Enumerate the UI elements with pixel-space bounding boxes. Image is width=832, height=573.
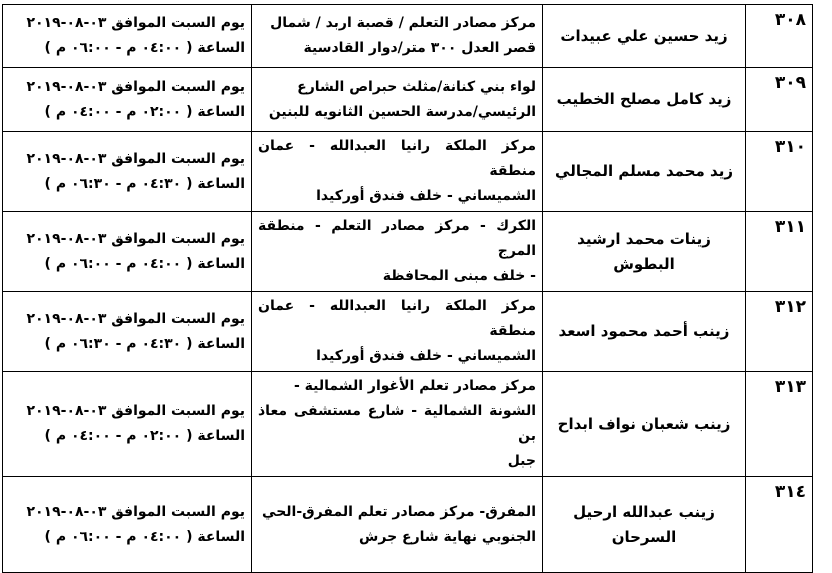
table-row bbox=[3, 132, 813, 212]
location-line: جبل bbox=[507, 453, 536, 469]
location-line: الشونة الشمالية - شارع مستشفى معاذ بن bbox=[258, 403, 536, 444]
location-line: قصر العدل ٣٠٠ متر/دوار القادسية bbox=[303, 40, 536, 56]
location-line: مركز مصادر تعلم الأغوار الشمالية - bbox=[293, 378, 536, 394]
table-row bbox=[3, 212, 813, 292]
table-row bbox=[3, 292, 813, 372]
location-line: الجنوبي نهاية شارع جرش bbox=[359, 528, 536, 545]
person-name: زينب شعبان نواف ابداح bbox=[543, 372, 746, 477]
table-row bbox=[3, 68, 813, 132]
time-cell bbox=[3, 132, 252, 212]
time-cell bbox=[3, 212, 252, 292]
date-line: يوم السبت الموافق ٠٣-٠٨-٢٠١٩ bbox=[26, 15, 245, 31]
time-cell bbox=[3, 5, 252, 68]
time-cell bbox=[3, 477, 252, 573]
hour-line: الساعة ( ٠٢:٠٠ م - ٠٤:٠٠ م ) bbox=[44, 428, 245, 444]
date-line: يوم السبت الموافق ٠٣-٠٨-٢٠١٩ bbox=[26, 403, 245, 419]
person-name: زيد كامل مصلح الخطيب bbox=[543, 68, 746, 132]
time-cell bbox=[3, 372, 252, 477]
location-cell bbox=[252, 477, 543, 573]
person-name: زيد محمد مسلم المجالي bbox=[543, 132, 746, 212]
location-line: الرئيسي/مدرسة الحسين الثانويه للبنين bbox=[268, 103, 536, 120]
location-line: المفرق- مركز مصادر تعلم المفرق-الحي bbox=[262, 503, 536, 520]
person-name: زينب عبدالله ارحيل السرحان bbox=[543, 477, 746, 573]
location-line: الكرك - مركز مصادر التعلم - منطقة المرج bbox=[258, 218, 536, 259]
row-number: ٣١٣ bbox=[746, 372, 813, 477]
table-row bbox=[3, 477, 813, 573]
location-cell bbox=[252, 5, 543, 68]
date-line: يوم السبت الموافق ٠٣-٠٨-٢٠١٩ bbox=[26, 310, 245, 327]
hour-line: الساعة ( ٠٤:٠٠ م - ٠٦:٠٠ م ) bbox=[44, 40, 245, 56]
hour-line: الساعة ( ٠٤:٠٠ م - ٠٦:٠٠ م ) bbox=[44, 528, 245, 545]
date-line: يوم السبت الموافق ٠٣-٠٨-٢٠١٩ bbox=[26, 150, 245, 167]
location-cell bbox=[252, 212, 543, 292]
location-cell bbox=[252, 372, 543, 477]
hour-line: الساعة ( ٠٤:٣٠ م - ٠٦:٣٠ م ) bbox=[44, 175, 245, 192]
person-name: زينات محمد ارشيد البطوش bbox=[543, 212, 746, 292]
location-cell bbox=[252, 292, 543, 372]
person-name: زينب أحمد محمود اسعد bbox=[543, 292, 746, 372]
row-number: ٣٠٨ bbox=[746, 5, 813, 68]
person-name: زيد حسين علي عبيدات bbox=[543, 5, 746, 68]
location-cell bbox=[252, 68, 543, 132]
date-line: يوم السبت الموافق ٠٣-٠٨-٢٠١٩ bbox=[26, 230, 245, 247]
location-line: الشميساني - خلف فندق أوركيدا bbox=[316, 188, 536, 204]
location-line: مركز مصادر التعلم / قصبة اربد / شمال bbox=[270, 15, 536, 31]
table-row bbox=[3, 5, 813, 68]
row-number: ٣١٤ bbox=[746, 477, 813, 573]
hour-line: الساعة ( ٠٢:٠٠ م - ٠٤:٠٠ م ) bbox=[44, 103, 245, 120]
date-line: يوم السبت الموافق ٠٣-٠٨-٢٠١٩ bbox=[26, 78, 245, 95]
location-cell bbox=[252, 132, 543, 212]
location-line: مركز الملكة رانيا العبدالله - عمان منطقة bbox=[258, 138, 536, 179]
schedule-table bbox=[2, 4, 813, 573]
hour-line: الساعة ( ٠٤:٣٠ م - ٠٦:٣٠ م ) bbox=[44, 335, 245, 352]
location-line: الشميساني - خلف فندق أوركيدا bbox=[316, 348, 536, 364]
table-row bbox=[3, 372, 813, 477]
location-line: - خلف مبنى المحافظة bbox=[382, 268, 536, 284]
location-line: لواء بني كنانة/مثلث حبراص الشارع bbox=[297, 78, 536, 95]
time-cell bbox=[3, 68, 252, 132]
date-line: يوم السبت الموافق ٠٣-٠٨-٢٠١٩ bbox=[26, 503, 245, 520]
row-number: ٣١٢ bbox=[746, 292, 813, 372]
row-number: ٣١٠ bbox=[746, 132, 813, 212]
row-number: ٣١١ bbox=[746, 212, 813, 292]
row-number: ٣٠٩ bbox=[746, 68, 813, 132]
time-cell bbox=[3, 292, 252, 372]
hour-line: الساعة ( ٠٤:٠٠ م - ٠٦:٠٠ م ) bbox=[44, 255, 245, 272]
location-line: مركز الملكة رانيا العبدالله - عمان منطقة bbox=[258, 298, 536, 339]
